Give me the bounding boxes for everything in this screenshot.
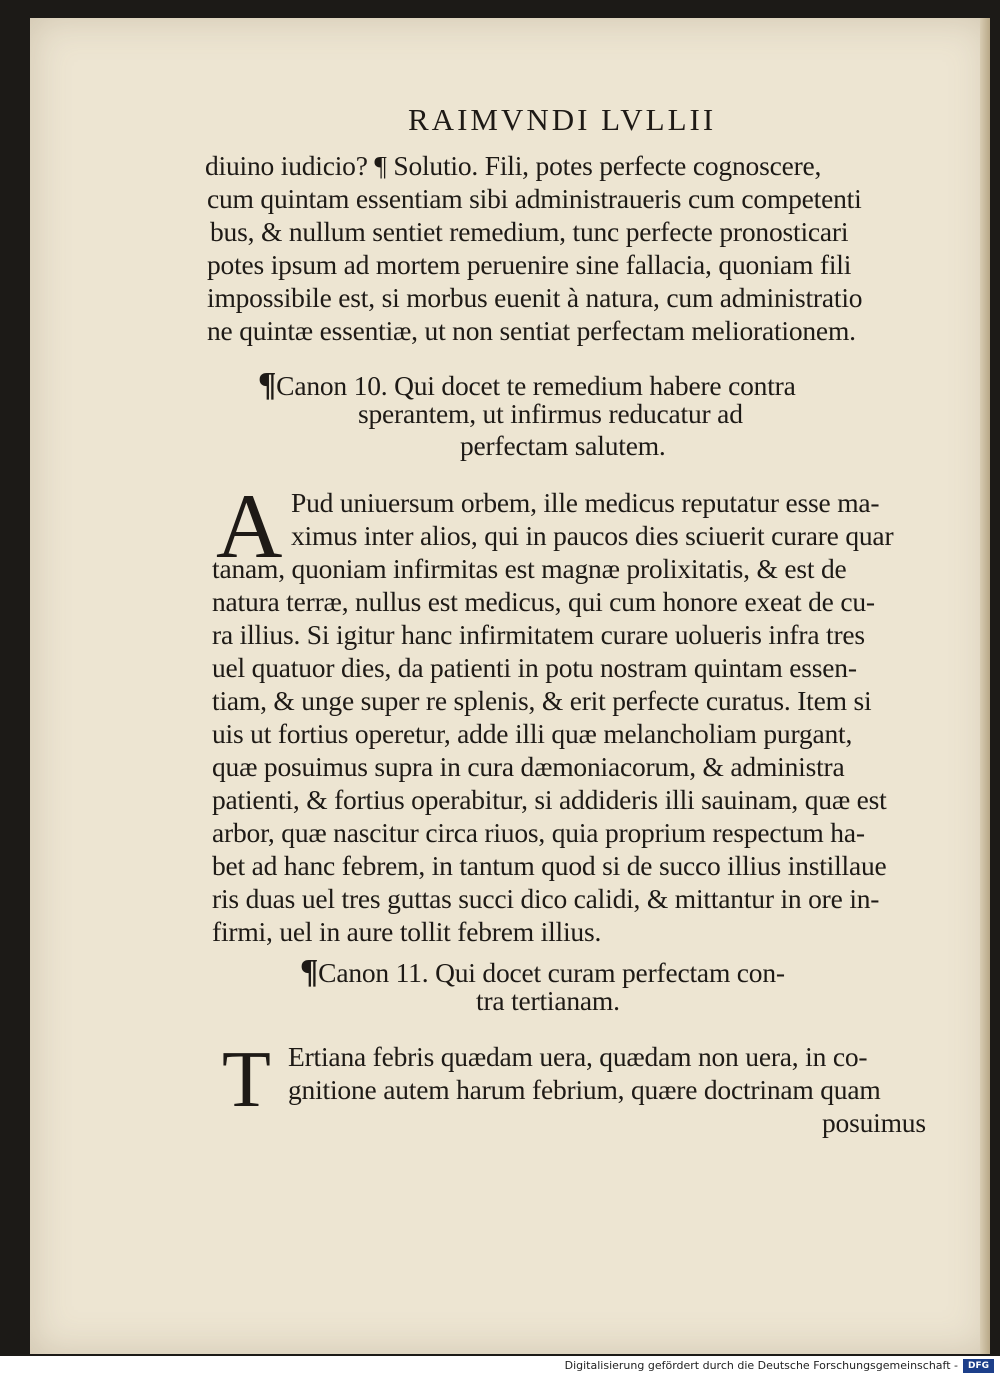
text-line: tanam, quoniam infirmitas est magnæ prolixitatis, & est de	[212, 553, 847, 584]
heading-line: tra tertianam.	[476, 985, 620, 1016]
footer-credit: Digitalisierung gefördert durch die Deutsche Forschungsgemeinschaft -	[564, 1359, 958, 1372]
heading-text: Canon 10. Qui docet te remedium habere contra	[276, 370, 796, 401]
running-title: RAIMVNDI LVLLII	[408, 102, 717, 137]
text-line: uel quatuor dies, da patienti in potu nostram quintam essen-	[212, 652, 857, 683]
text-line: gnitione autem harum febrium, quære doctrinam quam	[288, 1074, 881, 1105]
text-line: bus, & nullum sentiet remedium, tunc perfecte pronosticari	[210, 216, 849, 247]
text-line: bet ad hanc febrem, in tantum quod si de succo illius instillaue	[212, 850, 887, 881]
drop-cap-initial: T	[222, 1036, 271, 1124]
pilcrow-icon: ¶	[258, 366, 277, 403]
text-line: patienti, & fortius operabitur, si addideris illi sauinam, quæ est	[212, 784, 887, 815]
text-line: Pud uniuersum orbem, ille medicus reputatur esse ma-	[291, 487, 880, 518]
text-line: natura terræ, nullus est medicus, qui cum honore exeat de cu-	[212, 586, 875, 617]
heading-line: sperantem, ut infirmus reducatur ad	[358, 398, 743, 429]
drop-cap-initial: A	[216, 475, 283, 577]
text-line: ra illius. Si igitur hanc infirmitatem curare uolueris infra tres	[212, 619, 865, 650]
text-line: cum quintam essentiam sibi administraueris cum competenti	[207, 183, 862, 214]
footer-bar	[0, 1356, 1000, 1377]
text-line: impossibile est, si morbus euenit à natura, cum administratio	[207, 282, 863, 313]
text-line: tiam, & unge super re splenis, & erit perfecte curatus. Item si	[212, 685, 872, 716]
text-line: diuino iudicio? ¶ Solutio. Fili, potes perfecte cognoscere,	[205, 150, 822, 181]
text-line: ne quintæ essentiæ, ut non sentiat perfectam meliorationem.	[207, 315, 856, 346]
catchword: posuimus	[822, 1107, 926, 1138]
pilcrow-icon: ¶	[300, 953, 319, 990]
text-line: arbor, quæ nascitur circa riuos, quia proprium respectum ha-	[212, 817, 865, 848]
text-line: ximus inter alios, qui in paucos dies sciuerit curare quar	[291, 520, 894, 551]
text-line: ris duas uel tres guttas succi dico calidi, & mittantur in ore in-	[212, 883, 880, 914]
text-line: firmi, uel in aure tollit febrem illius.	[212, 916, 602, 947]
heading-line: perfectam salutem.	[460, 430, 666, 461]
text-line: quæ posuimus supra in cura dæmoniacorum, & administra	[212, 751, 845, 782]
page-edge	[980, 18, 990, 1354]
text-line: Ertiana febris quædam uera, quædam non uera, in co-	[288, 1041, 868, 1072]
dfg-logo: DFG	[963, 1359, 994, 1373]
text-line: potes ipsum ad mortem peruenire sine fallacia, quoniam fili	[207, 249, 852, 280]
text-line: uis ut fortius operetur, adde illi quæ melancholiam purgant,	[212, 718, 853, 749]
heading-text: Canon 11. Qui docet curam perfectam con-	[318, 957, 785, 988]
